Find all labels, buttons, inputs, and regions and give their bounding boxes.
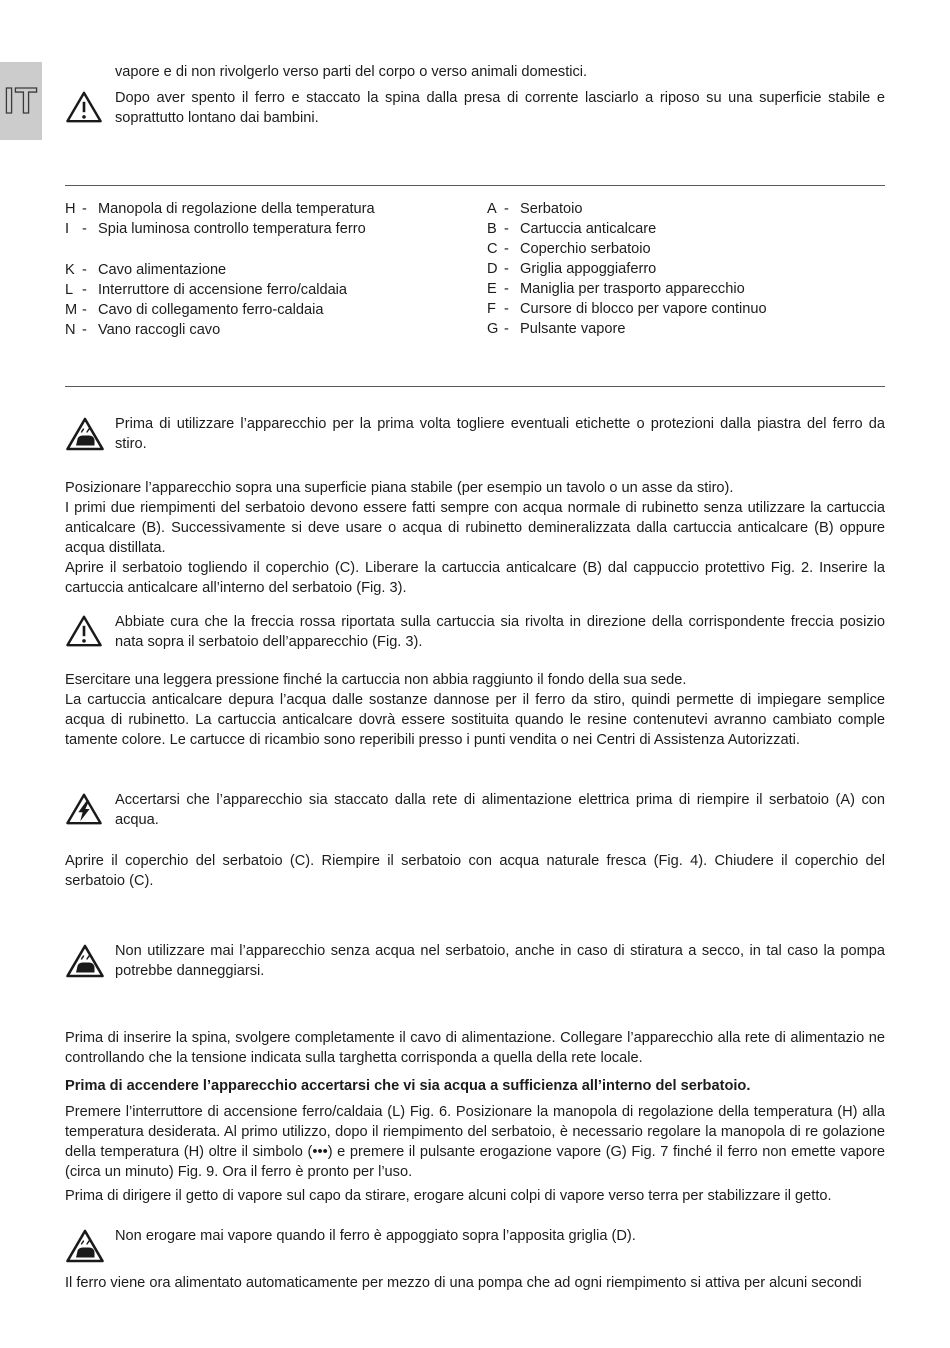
parts-list-row — [65, 199, 487, 219]
parts-list-row — [65, 219, 487, 239]
part-label: Coperchio serbatoio — [520, 241, 651, 257]
part-separator: - — [504, 301, 509, 317]
warning-block-unplug — [65, 790, 885, 831]
part-label: Cursore di blocco per vapore continuo — [520, 301, 767, 317]
part-key: D — [487, 261, 498, 277]
warning-block-no-steam-grid — [65, 1226, 885, 1269]
warning-block-no-water — [65, 941, 885, 984]
part-label: Manopola di regolazione della temperatura — [98, 201, 375, 217]
part-label: Serbatoio — [520, 201, 583, 217]
part-separator: - — [504, 321, 509, 337]
part-key: G — [487, 321, 499, 337]
part-label: Cartuccia anticalcare — [520, 221, 657, 237]
part-key: H — [65, 201, 76, 217]
parts-list-row — [65, 280, 487, 300]
part-key: B — [487, 221, 497, 237]
warning-text: Dopo aver spento il ferro e staccato la spina dalla presa di corrente lasciarlo a riposo su una superficie stabile e soprattutto lontano dai bambini. — [115, 90, 885, 126]
part-separator: - — [82, 201, 87, 217]
parts-list-right-column — [487, 199, 885, 340]
part-separator: - — [504, 241, 509, 257]
language-tab-label: IT — [4, 80, 38, 121]
part-key: A — [487, 201, 497, 217]
part-separator: - — [82, 321, 87, 338]
parts-list-row — [487, 259, 885, 279]
warning-text: Non erogare mai vapore quando il ferro è appoggiato sopra l’apposita griglia (D). — [115, 1227, 636, 1244]
paragraph-press: Esercitare una leggera pressione finché la cartuccia non abbia raggiunto il fondo della sua sede. — [65, 671, 687, 688]
warning-text: Accertarsi che l’apparecchio sia staccato dalla rete di alimentazione elettrica prima di riempire il serbatoio (A) con acqua. — [115, 791, 885, 828]
parts-list-row — [65, 300, 487, 320]
continuation-text: vapore e di non rivolgerlo verso parti del corpo o verso animali domestici. — [115, 64, 588, 80]
part-label: Spia luminosa controllo temperatura ferro — [98, 221, 366, 237]
electric-shock-warning-icon — [65, 790, 115, 831]
parts-list-row — [487, 319, 885, 339]
paragraph-fill: Aprire il coperchio del serbatoio (C). Riempire il serbatoio con acqua naturale fresca (Fig. 4). Chiudere il coperchio del serbatoio (C). — [65, 852, 885, 889]
part-key: C — [487, 241, 498, 257]
part-separator: - — [504, 281, 509, 297]
paragraph-power-on: Premere l’interruttore di accensione ferro/caldaia (L) Fig. 6. Posizionare la manopola di regolazione della temperatura (H) alla temperatura desiderata. Al primo utilizzo, dopo il riempimento del serbatoio, è necessario regolare la manopola di re golazione della temperatura (H) oltre il simbolo (•••) e premere il pulsante erogazione vapore (G) Fig. 7 finché il ferro non emette vapore (circa un minuto) Fig. 9. Ora il ferro è pronto per l’uso. — [65, 1103, 885, 1180]
part-label: Interruttore di accensione ferro/caldaia — [98, 281, 348, 298]
part-key: N — [65, 321, 76, 338]
warning-text: Prima di utilizzare l’apparecchio per la prima volta togliere eventuali etichette o protezioni dalla piastra del ferro da stiro. — [115, 415, 885, 452]
parts-list-row — [487, 299, 885, 319]
part-label: Cavo alimentazione — [98, 261, 227, 278]
section-divider — [65, 185, 885, 186]
parts-list-row — [65, 260, 487, 280]
warning-block-arrow — [65, 612, 885, 653]
part-separator: - — [82, 301, 87, 318]
part-separator: - — [504, 201, 509, 217]
parts-list-row — [487, 239, 885, 259]
hot-surface-warning-icon — [65, 1226, 115, 1269]
warning-text: Non utilizzare mai l’apparecchio senza acqua nel serbatoio, anche in caso di stiratura a secco, in tal caso la pompa potrebbe danneggiarsi. — [115, 942, 885, 979]
part-key: I — [65, 221, 70, 237]
part-separator: - — [82, 221, 87, 237]
part-separator: - — [82, 281, 87, 298]
paragraph-position: Posizionare l’apparecchio sopra una superficie piana stabile (per esempio un tavolo o un asse da stiro). — [65, 479, 734, 496]
part-separator: - — [82, 261, 87, 278]
part-key: M — [65, 301, 78, 318]
parts-list-row — [487, 219, 885, 239]
hot-surface-warning-icon — [65, 941, 115, 984]
part-label: Griglia appoggiaferro — [520, 261, 657, 277]
paragraph-first-fill: I primi due riempimenti del serbatoio devono essere fatti sempre con acqua normale di rubinetto senza utilizzare la cartuccia anticalcare (B). Successivamente si deve usare o acqua di rubinetto demineralizzata dalla cartuccia anticalcare (B) oppure acqua distillata. — [65, 499, 885, 556]
warning-triangle-icon — [65, 612, 115, 653]
warning-text: Abbiate cura che la freccia rossa riportata sulla cartuccia sia rivolta in direzione della corrispondente freccia posizio nata sopra il serbatoio dell’apparecchio (Fig. 3). — [115, 613, 885, 650]
paragraph-open-tank: Aprire il serbatoio togliendo il coperchio (C). Liberare la cartuccia anticalcare (B) dal cappuccio protettivo Fig. 2. Inserire la cartuccia anticalcare all’interno del serbatoio (Fig. 3). — [65, 559, 885, 596]
page-content — [65, 62, 885, 1293]
warning-block-rest — [65, 88, 885, 129]
section-divider — [65, 386, 885, 387]
parts-list-row — [487, 199, 885, 219]
part-key: E — [487, 281, 497, 297]
language-tab — [0, 62, 42, 140]
hot-surface-warning-icon — [65, 414, 115, 457]
paragraph-cord: Prima di inserire la spina, svolgere completamente il cavo di alimentazione. Collegare l’apparecchio alla rete di alimentazio ne controllando che la tensione indicata sulla targhetta corrisponda a quella della rete locale. — [65, 1029, 885, 1066]
part-label: Pulsante vapore — [520, 321, 626, 337]
warning-block-first-use — [65, 414, 885, 457]
part-key: K — [65, 261, 75, 278]
part-key: L — [65, 281, 74, 298]
parts-list-row — [487, 279, 885, 299]
parts-list-row — [65, 320, 487, 340]
part-key: F — [487, 301, 496, 317]
parts-list-left-column — [65, 199, 487, 340]
part-separator: - — [504, 221, 509, 237]
part-label: Vano raccogli cavo — [98, 321, 221, 338]
paragraph-pump: Il ferro viene ora alimentato automaticamente per mezzo di una pompa che ad ogni riempimento si attiva per alcuni secondi — [65, 1274, 862, 1291]
part-label: Cavo di collegamento ferro-caldaia — [98, 301, 324, 318]
paragraph-bold-water: Prima di accendere l’apparecchio accertarsi che vi sia acqua a sufficienza all’interno del serbatoio. — [65, 1077, 751, 1094]
part-label: Maniglia per trasporto apparecchio — [520, 281, 745, 297]
paragraph-steam-jet: Prima di dirigere il getto di vapore sul capo da stirare, erogare alcuni colpi di vapore verso terra per stabilizzare il getto. — [65, 1187, 832, 1204]
parts-list — [65, 199, 885, 340]
part-separator: - — [504, 261, 509, 277]
paragraph-cartridge: La cartuccia anticalcare depura l’acqua dalle sostanze dannose per il ferro da stiro, quindi permette di impiegare semplice acqua di rubinetto. La cartuccia anticalcare dovrà essere sostituita quando le resine contenutevi avranno cambiato comple tamente colore. Le cartucce di ricambio sono reperibili presso i punti vendita o nei Centri di Assistenza Autorizzati. — [65, 691, 885, 748]
warning-triangle-icon — [65, 88, 115, 129]
